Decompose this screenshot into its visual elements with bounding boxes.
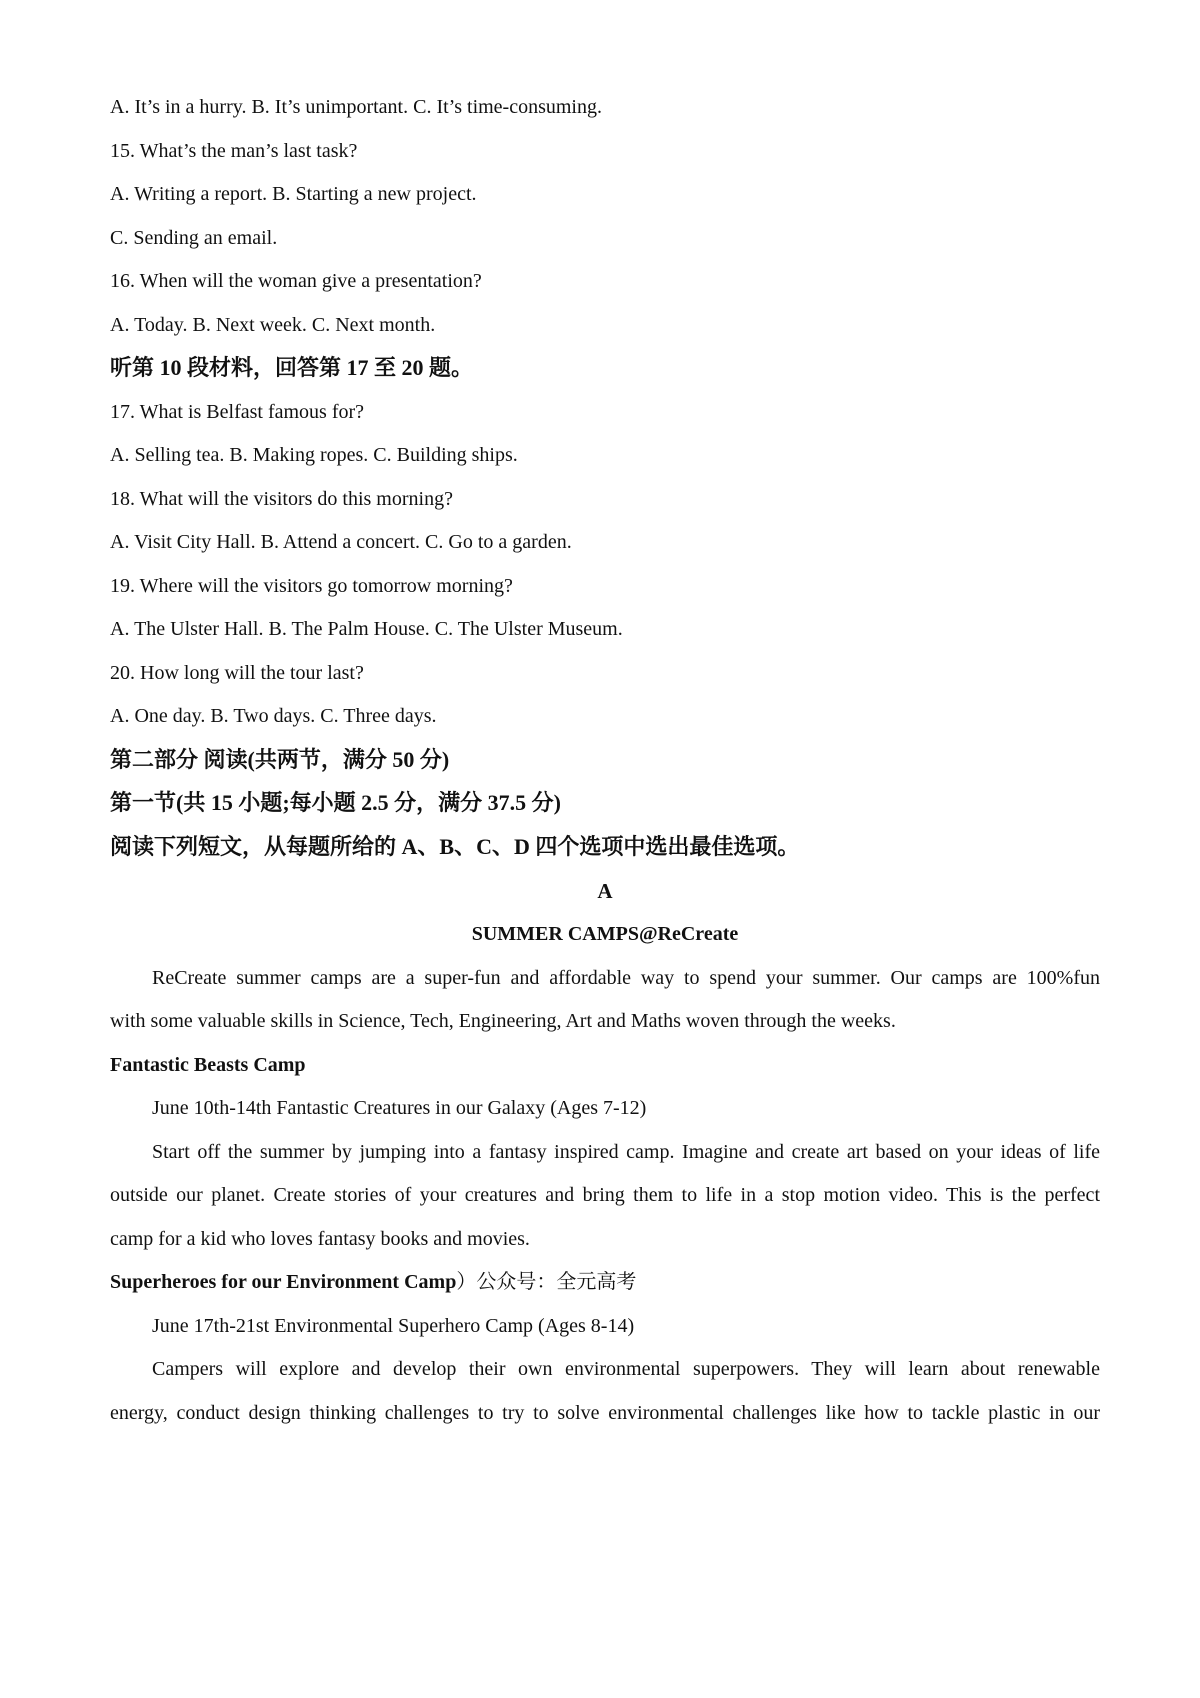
q20-options: A. One day. B. Two days. C. Three days. <box>110 705 437 727</box>
q17-question: 17. What is Belfast famous for? <box>110 401 365 423</box>
intro-line-2: with some valuable skills in Science, Tech, Engineering, Art and Maths woven through the weeks. <box>110 1010 896 1032</box>
passage-title: SUMMER CAMPS@ReCreate <box>471 923 739 945</box>
reading-part-title: 第二部分 阅读(共两节，满分 50 分) <box>110 747 450 772</box>
camp2-heading-line <box>110 1268 1100 1296</box>
camp2-line-2: energy, conduct design thinking challenges to try to solve environmental challenges like how to tackle plastic in our <box>110 1402 1100 1424</box>
section10-instruction: 听第 10 段材料，回答第 17 至 20 题。 <box>110 355 474 380</box>
camp1-dates: June 10th-14th Fantastic Creatures in our Galaxy (Ages 7-12) <box>152 1097 647 1119</box>
passage-letter: A <box>597 879 613 903</box>
q18-question: 18. What will the visitors do this morning? <box>110 488 453 510</box>
reading-section-title: 第一节(共 15 小题;每小题 2.5 分，满分 37.5 分) <box>110 790 561 815</box>
reading-instruction: 阅读下列短文，从每题所给的 A、B、C、D 四个选项中选出最佳选项。 <box>110 834 800 859</box>
camp1-line-2: outside our planet. Create stories of your creatures and bring them to life in a stop motion video. This is the perfect <box>110 1184 1100 1206</box>
camp1-line-1: Start off the summer by jumping into a fantasy inspired camp. Imagine and create art based on your ideas of life <box>152 1141 1100 1163</box>
intro-line-1: ReCreate summer camps are a super-fun and affordable way to spend your summer. Our camps are 100%fun <box>152 967 1100 989</box>
q15-options-line2: C. Sending an email. <box>110 227 278 249</box>
q16-question: 16. When will the woman give a presentation? <box>110 270 482 292</box>
camp1-heading: Fantastic Beasts Camp <box>110 1054 306 1076</box>
camp2-dates: June 17th-21st Environmental Superhero Camp (Ages 8-14) <box>152 1315 635 1337</box>
camp2-watermark-note: ）公众号：全元高考 <box>456 1271 637 1293</box>
q15-options-line1: A. Writing a report. B. Starting a new project. <box>110 183 477 205</box>
q19-options: A. The Ulster Hall. B. The Palm House. C. The Ulster Museum. <box>110 618 623 640</box>
camp1-line-3: camp for a kid who loves fantasy books and movies. <box>110 1228 530 1250</box>
q16-options: A. Today. B. Next week. C. Next month. <box>110 314 436 336</box>
q15-question: 15. What’s the man’s last task? <box>110 140 358 162</box>
q20-question: 20. How long will the tour last? <box>110 662 364 684</box>
camp2-heading: Superheroes for our Environment Camp <box>110 1271 457 1293</box>
q18-options: A. Visit City Hall. B. Attend a concert. C. Go to a garden. <box>110 531 572 553</box>
q14-options: A. It’s in a hurry. B. It’s unimportant. C. It’s time-consuming. <box>110 96 602 118</box>
camp2-line-1: Campers will explore and develop their own environmental superpowers. They will learn about renewable <box>152 1358 1100 1380</box>
q17-options: A. Selling tea. B. Making ropes. C. Building ships. <box>110 444 518 466</box>
q19-question: 19. Where will the visitors go tomorrow morning? <box>110 575 513 597</box>
